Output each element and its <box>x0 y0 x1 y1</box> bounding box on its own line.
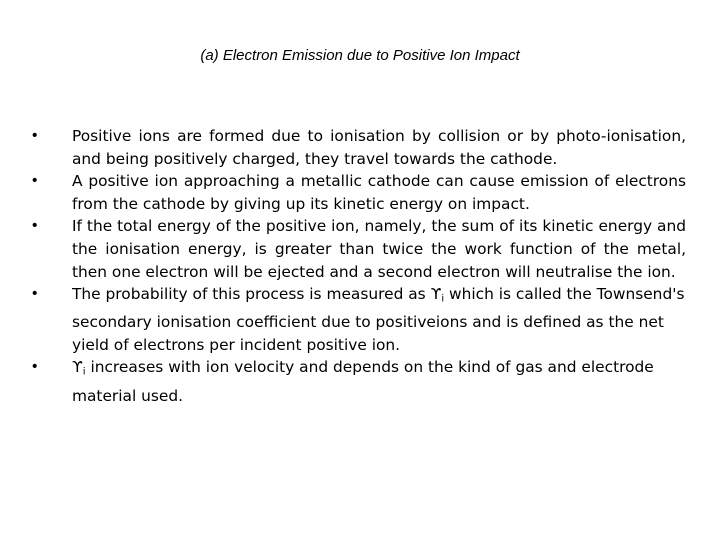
bullet-text: A positive ion approaching a metallic cathode can cause emission of electrons from the cathode by giving up its kinetic energy on impact. <box>72 172 686 213</box>
bullet-text-before: The probability of this process is measured as <box>72 285 431 304</box>
gamma-subscript: i <box>441 293 445 305</box>
bullet-text-after: which is called the Townsend's secondary ionisation coefficient due to positiveions and is defined as the net yield of electrons per incident positive ion. <box>72 285 685 354</box>
bullet-marker: • <box>32 358 38 376</box>
bullet-item <box>26 170 686 215</box>
bullet-list <box>26 125 686 407</box>
bullet-item <box>26 125 686 170</box>
bullet-marker: • <box>32 217 38 235</box>
bullet-text: Positive ions are formed due to ionisation by collision or by photo-ionisation, and being positively charged, they travel towards the cathode. <box>72 127 686 168</box>
bullet-item <box>26 356 686 407</box>
bullet-item <box>26 283 686 356</box>
bullet-item <box>26 215 686 283</box>
gamma-symbol: ϒ <box>430 285 442 304</box>
bullet-marker: • <box>32 127 38 144</box>
gamma-subscript: i <box>82 366 86 378</box>
bullet-text-after: increases with ion velocity and depends on the kind of gas and electrode material used. <box>72 358 654 405</box>
bullet-marker: • <box>32 172 38 190</box>
slide-title: (a) Electron Emission due to Positive Ion Impact <box>200 47 520 64</box>
bullet-marker: • <box>32 285 38 303</box>
gamma-symbol: ϒ <box>72 358 83 377</box>
bullet-text: If the total energy of the positive ion, namely, the sum of its kinetic energy and the ionisation energy, is greater than twice the work function of the metal, then one electron will be ejected and a second electron will neutralise the ion. <box>72 217 686 281</box>
